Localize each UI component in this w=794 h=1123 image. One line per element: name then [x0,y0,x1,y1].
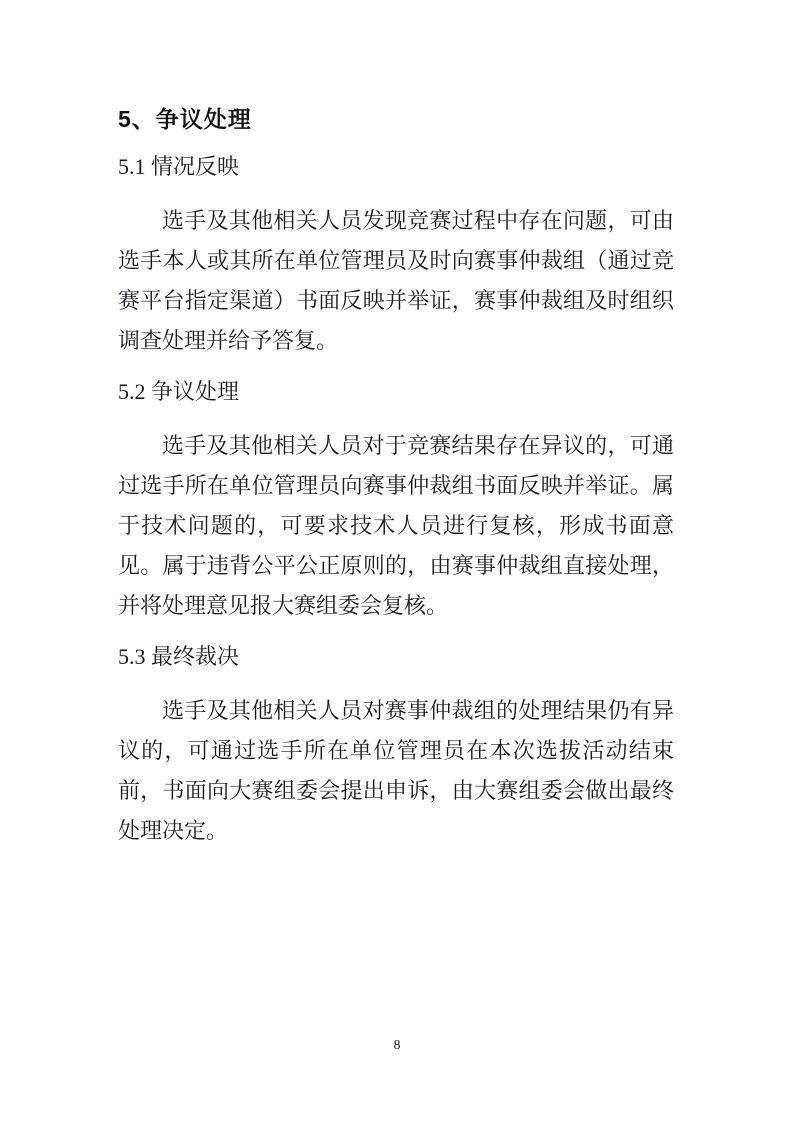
section-paragraph-5-3: 选手及其他相关人员对赛事仲裁组的处理结果仍有异议的，可通过选手所在单位管理员在本次选拔活动结束前，书面向大赛组委会提出申诉，由大赛组委会做出最终处理决定。 [118,698,674,843]
section-paragraph-5-1: 选手及其他相关人员发现竞赛过程中存在问题，可由选手本人或其所在单位管理员及时向赛事仲裁组（通过竞赛平台指定渠道）书面反映并举证，赛事仲裁组及时组织调查处理并给予答复。 [118,208,674,353]
section-title-5-3: 5.3 最终裁决 [118,644,240,669]
page-number: 8 [393,1038,401,1053]
document-content [118,103,674,866]
section-title-5-1: 5.1 情况反映 [118,154,240,179]
chapter-heading: 5、争议处理 [118,106,252,132]
section-paragraph-5-2: 选手及其他相关人员对于竞赛结果存在异议的，可通过选手所在单位管理员向赛事仲裁组书面反映并举证。属于技术问题的，可要求技术人员进行复核，形成书面意见。属于违背公平公正原则的，由赛事仲裁组直接处理，并将处理意见报大赛组委会复核。 [118,433,674,618]
section-title-5-2: 5.2 争议处理 [118,379,240,404]
